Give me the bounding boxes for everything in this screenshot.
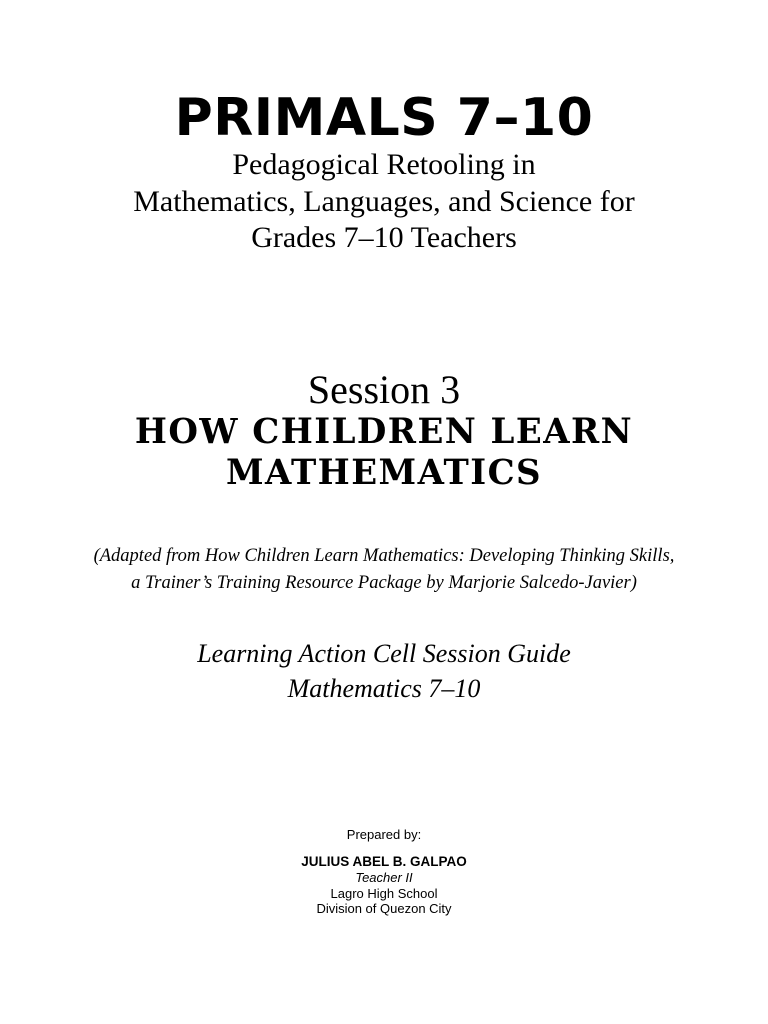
source-note-line: (Adapted from How Children Learn Mathematics: Developing Thinking Skills, (93, 546, 675, 566)
subtitle-line: Pedagogical Retooling in (232, 148, 536, 181)
author-name: JULIUS ABEL B. GALPAO (301, 854, 467, 869)
subtitle-line: Mathematics, Languages, and Science for (133, 184, 635, 218)
topic-line: HOW CHILDREN LEARN (134, 411, 634, 452)
session-label: Session 3 (307, 367, 461, 412)
guide-line: Learning Action Cell Session Guide (197, 639, 571, 668)
document-subtitle (0, 147, 768, 257)
author-division: Division of Quezon City (316, 901, 452, 916)
subtitle-line: Grades 7–10 Teachers (251, 221, 517, 254)
author-affiliation (0, 886, 768, 917)
topic-line: MATHEMATICS (225, 452, 543, 493)
author-school: Lagro High School (330, 885, 438, 901)
guide-description (0, 636, 768, 706)
source-note-line: a Trainer’s Training Resource Package by Marjorie Salcedo-Javier) (131, 573, 637, 593)
document-title: PRIMALS 7–10 (174, 88, 594, 148)
author-position: Teacher II (355, 870, 413, 885)
source-note (0, 543, 768, 597)
prepared-by-label: Prepared by: (346, 827, 422, 842)
guide-line: Mathematics 7–10 (287, 674, 481, 703)
session-topic (12, 411, 757, 493)
